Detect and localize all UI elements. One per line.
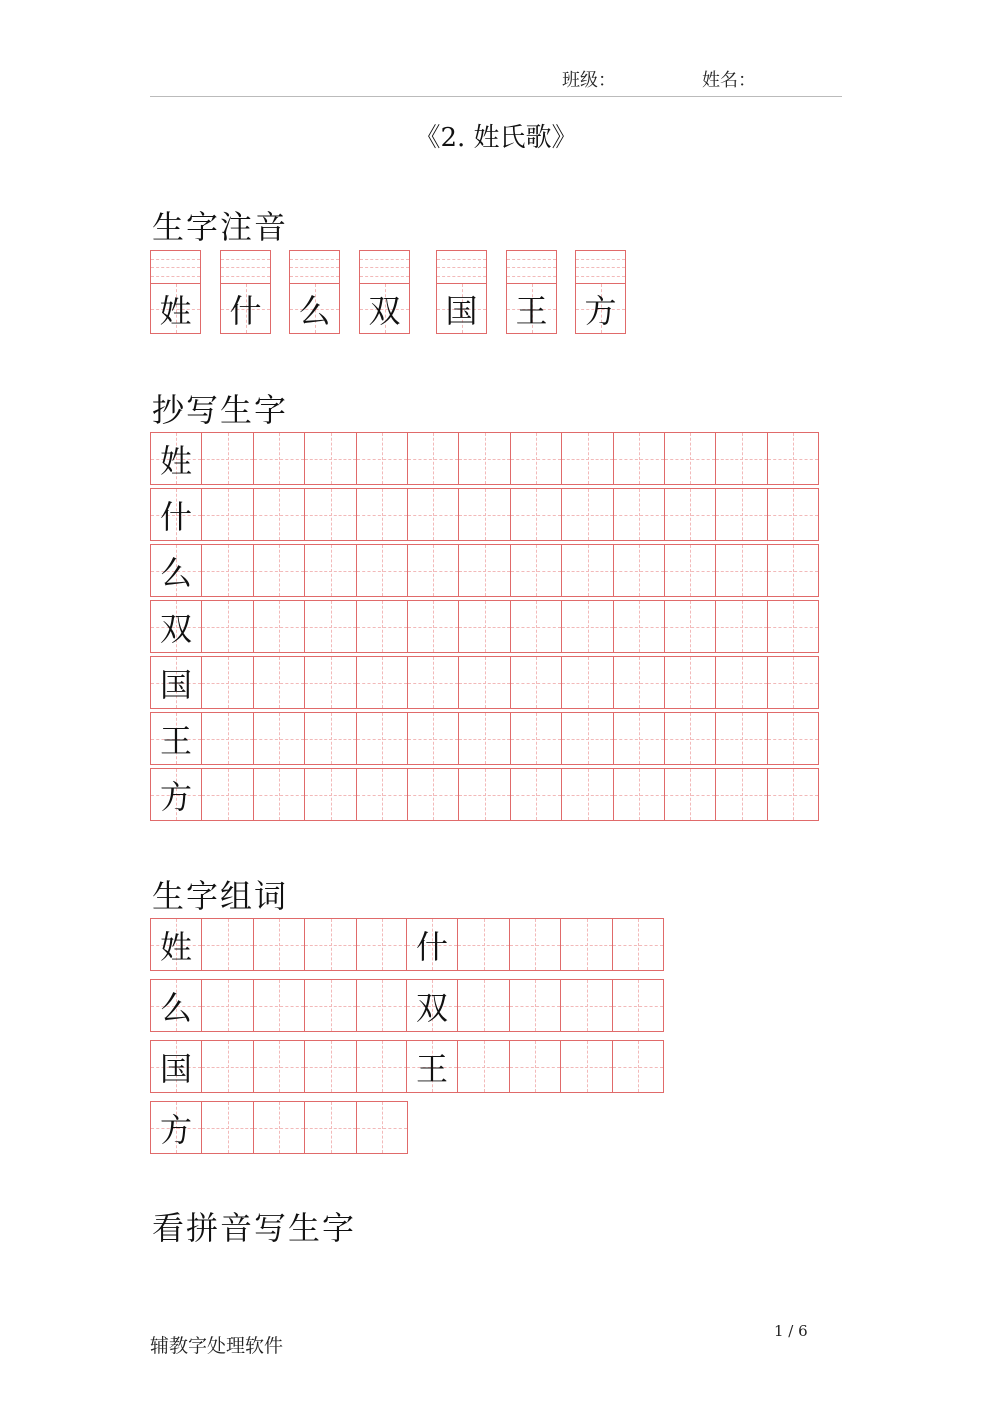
pinyin-box bbox=[436, 250, 487, 284]
copy-practice-cell bbox=[561, 432, 614, 485]
practice-character: 方 bbox=[159, 777, 192, 816]
word-model-cell bbox=[150, 979, 202, 1032]
copy-practice-cell bbox=[767, 488, 819, 541]
word-practice-cell bbox=[356, 979, 408, 1032]
copy-model-cell bbox=[150, 488, 202, 541]
practice-character: 国 bbox=[159, 1049, 192, 1088]
copy-practice-cell bbox=[510, 432, 562, 485]
copy-practice-cell bbox=[253, 768, 305, 821]
copy-practice-cell bbox=[201, 488, 254, 541]
word-practice-cell bbox=[612, 1040, 664, 1093]
practice-character: 双 bbox=[415, 988, 448, 1027]
character-cell bbox=[150, 283, 201, 334]
page-title: 《2. 姓氏歌》 bbox=[414, 123, 578, 153]
copy-practice-cell bbox=[458, 544, 511, 597]
page-number: 1 / 6 bbox=[774, 1322, 808, 1340]
word-practice-cell bbox=[509, 979, 561, 1032]
word-practice-cell bbox=[304, 1040, 357, 1093]
word-practice-cell bbox=[253, 979, 305, 1032]
section-title-words: 生字组词 bbox=[152, 877, 289, 915]
footer-software-name: 辅教字处理软件 bbox=[150, 1335, 284, 1357]
copy-practice-cell bbox=[201, 768, 254, 821]
copy-practice-cell bbox=[664, 656, 716, 709]
copy-practice-cell bbox=[407, 544, 459, 597]
word-practice-cell bbox=[253, 918, 305, 971]
word-model-cell bbox=[150, 1101, 202, 1154]
copy-practice-cell bbox=[304, 544, 357, 597]
copy-practice-cell bbox=[561, 656, 614, 709]
word-practice-cell bbox=[560, 1040, 613, 1093]
word-practice-cell bbox=[356, 1101, 408, 1154]
copy-practice-cell bbox=[613, 768, 665, 821]
practice-character: 么 bbox=[159, 553, 192, 592]
copy-practice-cell bbox=[767, 600, 819, 653]
copy-practice-cell bbox=[356, 656, 408, 709]
section-title-pinyin: 生字注音 bbox=[152, 208, 289, 246]
copy-practice-cell bbox=[715, 656, 768, 709]
copy-practice-cell bbox=[407, 600, 459, 653]
word-practice-cell bbox=[560, 918, 613, 971]
copy-practice-cell bbox=[767, 544, 819, 597]
class-label: 班级： bbox=[562, 70, 616, 91]
word-practice-cell bbox=[201, 1040, 254, 1093]
copy-practice-cell bbox=[304, 600, 357, 653]
word-practice-cell bbox=[304, 918, 357, 971]
copy-practice-cell bbox=[356, 768, 408, 821]
copy-model-cell bbox=[150, 712, 202, 765]
copy-practice-cell bbox=[356, 712, 408, 765]
copy-practice-cell bbox=[715, 712, 768, 765]
copy-practice-cell bbox=[458, 768, 511, 821]
copy-practice-cell bbox=[767, 768, 819, 821]
word-model-cell bbox=[406, 918, 458, 971]
practice-character: 什 bbox=[415, 927, 448, 966]
copy-practice-cell bbox=[304, 768, 357, 821]
copy-practice-cell bbox=[201, 712, 254, 765]
pinyin-box bbox=[575, 250, 626, 284]
header-divider bbox=[150, 96, 842, 97]
copy-practice-cell bbox=[767, 712, 819, 765]
copy-practice-cell bbox=[304, 488, 357, 541]
word-practice-cell bbox=[304, 1101, 357, 1154]
copy-practice-cell bbox=[510, 488, 562, 541]
copy-practice-cell bbox=[561, 600, 614, 653]
practice-character: 方 bbox=[159, 1110, 192, 1149]
pinyin-box bbox=[289, 250, 340, 284]
copy-practice-cell bbox=[356, 544, 408, 597]
copy-practice-cell bbox=[304, 432, 357, 485]
practice-character: 什 bbox=[229, 291, 262, 330]
word-practice-cell bbox=[201, 979, 254, 1032]
word-practice-cell bbox=[201, 1101, 254, 1154]
copy-model-cell bbox=[150, 656, 202, 709]
copy-practice-cell bbox=[356, 432, 408, 485]
copy-practice-cell bbox=[253, 600, 305, 653]
copy-model-cell bbox=[150, 768, 202, 821]
copy-practice-cell bbox=[510, 768, 562, 821]
copy-practice-cell bbox=[253, 712, 305, 765]
copy-practice-cell bbox=[201, 432, 254, 485]
word-practice-cell bbox=[253, 1040, 305, 1093]
copy-practice-cell bbox=[613, 544, 665, 597]
copy-model-cell bbox=[150, 544, 202, 597]
word-practice-cell bbox=[560, 979, 613, 1032]
copy-practice-cell bbox=[664, 544, 716, 597]
word-model-cell bbox=[406, 979, 458, 1032]
copy-practice-cell bbox=[613, 488, 665, 541]
copy-practice-cell bbox=[664, 488, 716, 541]
practice-character: 姓 bbox=[159, 291, 192, 330]
copy-practice-cell bbox=[767, 432, 819, 485]
word-practice-cell bbox=[201, 918, 254, 971]
copy-practice-cell bbox=[253, 488, 305, 541]
word-practice-cell bbox=[457, 918, 510, 971]
copy-practice-cell bbox=[510, 544, 562, 597]
practice-character: 姓 bbox=[159, 927, 192, 966]
copy-model-cell bbox=[150, 600, 202, 653]
copy-practice-cell bbox=[201, 656, 254, 709]
practice-character: 双 bbox=[159, 609, 192, 648]
section-title-write: 看拼音写生字 bbox=[152, 1209, 357, 1247]
practice-character: 王 bbox=[415, 1049, 448, 1088]
copy-practice-cell bbox=[613, 712, 665, 765]
copy-practice-cell bbox=[664, 712, 716, 765]
practice-character: 王 bbox=[159, 721, 192, 760]
pinyin-box bbox=[506, 250, 557, 284]
word-model-cell bbox=[150, 1040, 202, 1093]
copy-practice-cell bbox=[613, 432, 665, 485]
copy-practice-cell bbox=[664, 432, 716, 485]
copy-practice-cell bbox=[715, 600, 768, 653]
character-cell bbox=[289, 283, 340, 334]
practice-character: 王 bbox=[515, 291, 548, 330]
practice-character: 么 bbox=[298, 291, 331, 330]
copy-practice-cell bbox=[407, 768, 459, 821]
copy-practice-cell bbox=[407, 656, 459, 709]
word-model-cell bbox=[150, 918, 202, 971]
copy-practice-cell bbox=[458, 432, 511, 485]
copy-practice-cell bbox=[458, 712, 511, 765]
copy-practice-cell bbox=[458, 656, 511, 709]
word-practice-cell bbox=[253, 1101, 305, 1154]
word-practice-cell bbox=[457, 979, 510, 1032]
copy-practice-cell bbox=[664, 768, 716, 821]
copy-practice-cell bbox=[458, 488, 511, 541]
character-cell bbox=[506, 283, 557, 334]
copy-practice-cell bbox=[201, 544, 254, 597]
copy-practice-cell bbox=[304, 712, 357, 765]
copy-practice-cell bbox=[613, 600, 665, 653]
pinyin-box bbox=[150, 250, 201, 284]
word-model-cell bbox=[406, 1040, 458, 1093]
copy-practice-cell bbox=[561, 712, 614, 765]
copy-practice-cell bbox=[561, 488, 614, 541]
name-label: 姓名： bbox=[702, 70, 756, 91]
copy-practice-cell bbox=[664, 600, 716, 653]
word-practice-cell bbox=[509, 918, 561, 971]
word-practice-cell bbox=[509, 1040, 561, 1093]
section-title-copy: 抄写生字 bbox=[152, 391, 289, 429]
copy-practice-cell bbox=[253, 656, 305, 709]
copy-practice-cell bbox=[356, 600, 408, 653]
copy-practice-cell bbox=[304, 656, 357, 709]
practice-character: 么 bbox=[159, 988, 192, 1027]
word-practice-cell bbox=[612, 979, 664, 1032]
copy-practice-cell bbox=[561, 768, 614, 821]
practice-character: 国 bbox=[159, 665, 192, 704]
character-cell bbox=[359, 283, 410, 334]
word-practice-cell bbox=[304, 979, 357, 1032]
word-practice-cell bbox=[612, 918, 664, 971]
pinyin-box bbox=[220, 250, 271, 284]
copy-model-cell bbox=[150, 432, 202, 485]
word-practice-cell bbox=[457, 1040, 510, 1093]
copy-practice-cell bbox=[253, 432, 305, 485]
copy-practice-cell bbox=[407, 432, 459, 485]
copy-practice-cell bbox=[458, 600, 511, 653]
copy-practice-cell bbox=[356, 488, 408, 541]
pinyin-box bbox=[359, 250, 410, 284]
copy-practice-cell bbox=[407, 488, 459, 541]
character-cell bbox=[436, 283, 487, 334]
copy-practice-cell bbox=[561, 544, 614, 597]
copy-practice-cell bbox=[715, 488, 768, 541]
word-practice-cell bbox=[356, 918, 408, 971]
practice-character: 姓 bbox=[159, 441, 192, 480]
practice-character: 什 bbox=[159, 497, 192, 536]
copy-practice-cell bbox=[767, 656, 819, 709]
practice-character: 方 bbox=[584, 291, 617, 330]
copy-practice-cell bbox=[715, 432, 768, 485]
copy-practice-cell bbox=[715, 768, 768, 821]
practice-character: 双 bbox=[368, 291, 401, 330]
copy-practice-cell bbox=[510, 656, 562, 709]
character-cell bbox=[220, 283, 271, 334]
copy-practice-cell bbox=[253, 544, 305, 597]
copy-practice-cell bbox=[715, 544, 768, 597]
copy-practice-cell bbox=[510, 712, 562, 765]
practice-character: 国 bbox=[445, 291, 478, 330]
copy-practice-cell bbox=[510, 600, 562, 653]
copy-practice-cell bbox=[407, 712, 459, 765]
word-practice-cell bbox=[356, 1040, 408, 1093]
character-cell bbox=[575, 283, 626, 334]
copy-practice-cell bbox=[201, 600, 254, 653]
copy-practice-cell bbox=[613, 656, 665, 709]
